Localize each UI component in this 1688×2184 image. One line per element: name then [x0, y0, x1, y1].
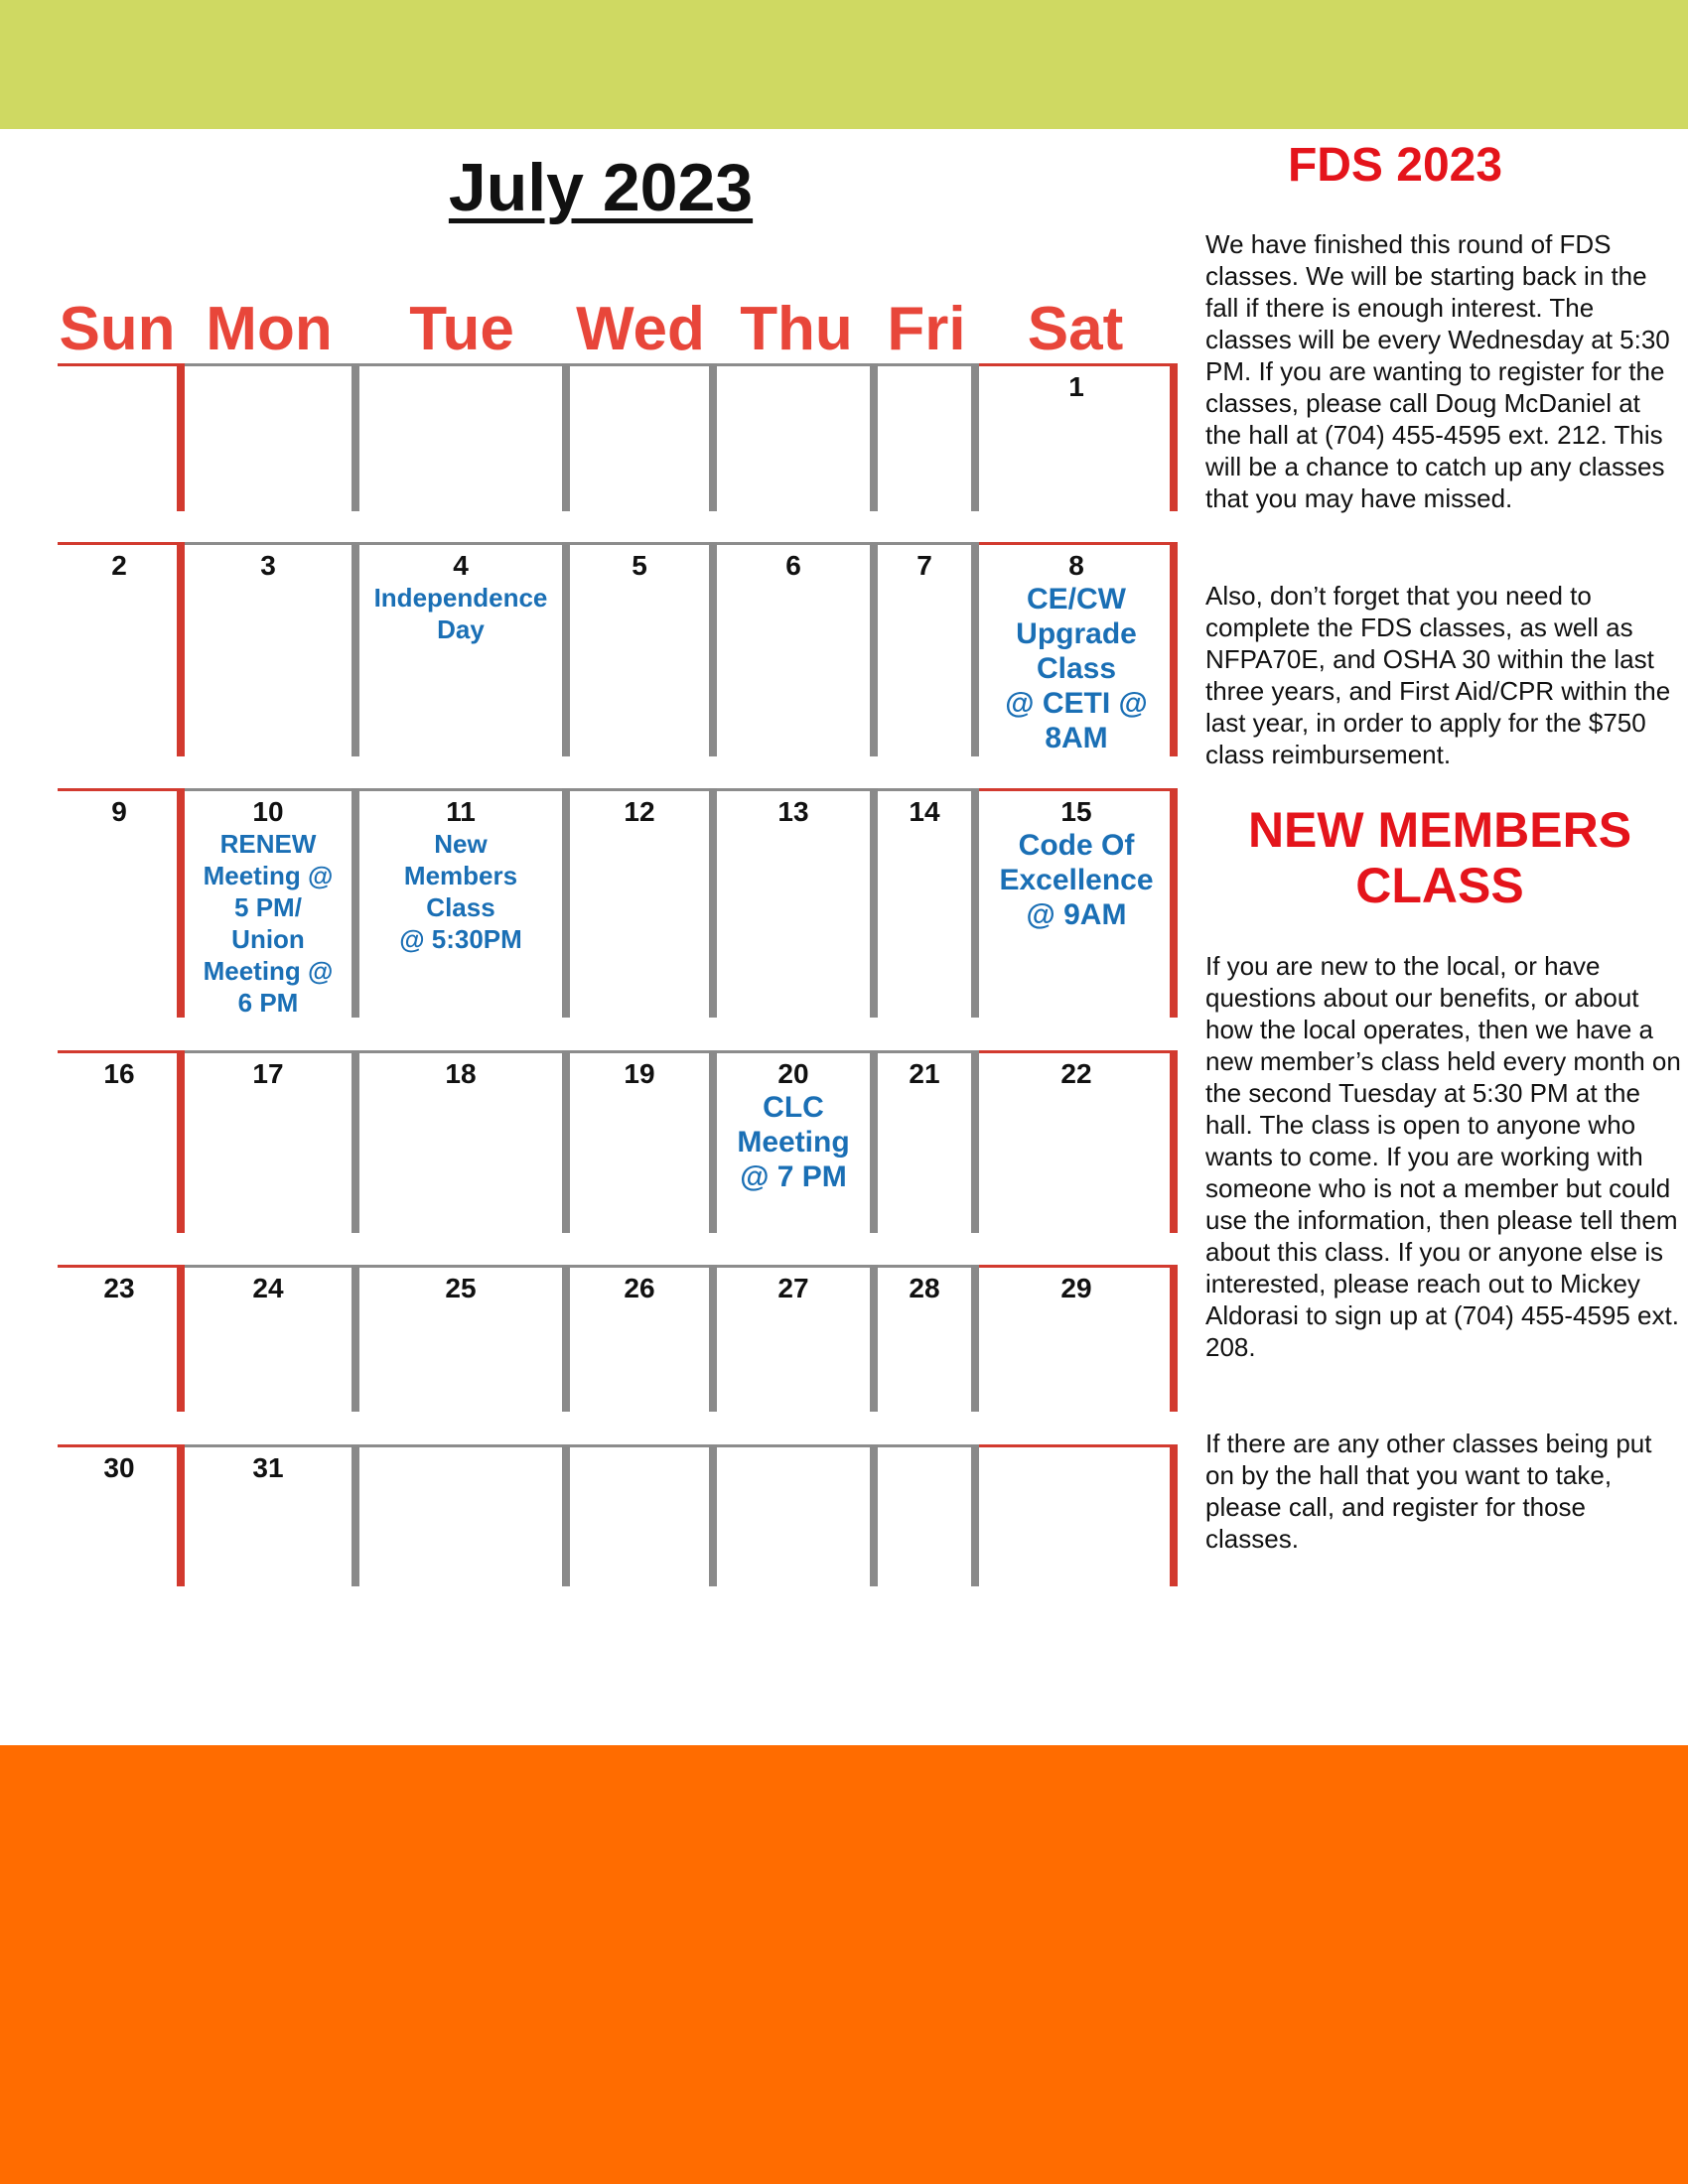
week-5-column-line-3 [562, 1265, 570, 1412]
new-members-paragraph-1: If you are new to the local, or have questions about our benefits, or about how the local operates, then we have a new member’s class held every month on the second Tuesday at 5:30 PM at the hall. The class is open to anyone who wants to come. If you are working with someone who is not a member but could use the information, then please tell them about this class. If you or anyone else is interested, please reach out to Mickey Aldorasi to sign up at (704) 455-4595 ext. 208. [1205, 951, 1681, 1362]
date-30: 30 [103, 1452, 135, 1483]
week-2-right-divider [975, 542, 1178, 545]
week-2-divider [181, 542, 975, 545]
calendar-event-line: Meeting @ [203, 861, 334, 890]
week-4-divider [181, 1050, 975, 1053]
date-14: 14 [909, 796, 940, 827]
calendar-event-line: Meeting [737, 1126, 850, 1159]
calendar-event-6 [717, 1090, 870, 1194]
week-3-column-line-4 [709, 788, 717, 1018]
date-17: 17 [252, 1058, 284, 1089]
week-1-column-line-7 [1170, 363, 1178, 511]
day-header-mon: Mon [206, 295, 333, 363]
calendar-title: July 2023 [448, 150, 754, 225]
date-19: 19 [624, 1058, 655, 1089]
week-1-column-line-3 [562, 363, 570, 511]
week-4-column-line-7 [1170, 1050, 1178, 1233]
date-22: 22 [1060, 1058, 1092, 1089]
calendar-event-4 [359, 828, 562, 955]
calendar-event-line: CE/CW [1027, 583, 1126, 615]
day-header-sun: Sun [59, 295, 176, 363]
week-1-left-divider [58, 363, 181, 366]
calendar-event-line: Meeting @ [203, 956, 334, 986]
week-5-column-line-2 [352, 1265, 359, 1412]
calendar-event-line: Independence [373, 583, 548, 613]
calendar-event-line: Excellence [999, 864, 1154, 896]
calendar-event-2 [979, 582, 1174, 755]
date-9: 9 [111, 796, 127, 827]
week-2-left-divider [58, 542, 181, 545]
week-2-column-line-4 [709, 542, 717, 756]
date-21: 21 [909, 1058, 940, 1089]
fds-paragraph-2: Also, don’t forget that you need to complete the FDS classes, as well as NFPA70E, and OSHA 30 within the last three years, and First Aid/CPR within the last year, in order to apply for the $750 class reimbursement. [1205, 581, 1671, 769]
week-6-column-line-5 [870, 1444, 878, 1586]
week-6-right-divider [975, 1444, 1178, 1447]
week-5-column-line-7 [1170, 1265, 1178, 1412]
calendar-event-line: RENEW [219, 829, 317, 859]
week-4-column-line-3 [562, 1050, 570, 1233]
calendar-event-line: 5 PM/ [234, 892, 302, 922]
calendar-event-line: @ 9AM [1026, 898, 1127, 931]
fds-paragraph-1: We have finished this round of FDS classes. We will be starting back in the fall if there is enough interest. The classes will be every Wednesday at 5:30 PM. If you are wanting to register for the classes, please call Doug McDaniel at the hall at (704) 455-4595 ext. 212. This will be a chance to catch up any classes that you may have missed. [1205, 229, 1670, 513]
week-4-right-divider [975, 1050, 1178, 1053]
calendar-event-line: 8AM [1045, 722, 1108, 754]
calendar-event-line: 6 PM [237, 988, 299, 1018]
new-members-paragraph-2: If there are any other classes being put on by the hall that you want to take, please call, and register for those classes. [1205, 1429, 1652, 1554]
week-6-column-line-4 [709, 1444, 717, 1586]
week-5-column-line-4 [709, 1265, 717, 1412]
new-members-title-line-1: NEW MEMBERS [1247, 802, 1632, 858]
calendar-event-line: Code Of [1018, 829, 1135, 862]
calendar-event-line: Day [437, 614, 485, 644]
week-3-right-divider [975, 788, 1178, 791]
week-3-column-line-2 [352, 788, 359, 1018]
week-6-column-line-6 [971, 1444, 979, 1586]
date-24: 24 [252, 1273, 284, 1303]
week-6-column-line-7 [1170, 1444, 1178, 1586]
calendar-event-line: Upgrade [1016, 617, 1137, 650]
day-header-thu: Thu [740, 295, 853, 363]
new-members-title-line-2: CLASS [1355, 858, 1524, 913]
date-7: 7 [916, 550, 932, 581]
date-12: 12 [624, 796, 655, 827]
calendar-event-line: New [434, 829, 488, 859]
day-header-tue: Tue [409, 295, 514, 363]
date-25: 25 [445, 1273, 477, 1303]
date-11: 11 [446, 796, 476, 827]
week-1-divider [181, 363, 975, 366]
calendar-event-3 [185, 828, 352, 1019]
week-3-left-divider [58, 788, 181, 791]
week-1-column-line-4 [709, 363, 717, 511]
date-5: 5 [632, 550, 647, 581]
week-5-left-divider [58, 1265, 181, 1268]
bottom-color-band [0, 1745, 1688, 2184]
date-2: 2 [111, 550, 127, 581]
week-2-column-line-3 [562, 542, 570, 756]
week-1-column-line-6 [971, 363, 979, 511]
week-6-divider [181, 1444, 975, 1447]
calendar-event-line: Class [426, 892, 495, 922]
top-color-band [0, 0, 1688, 129]
date-15: 15 [1060, 796, 1092, 827]
week-6-column-line-3 [562, 1444, 570, 1586]
week-6-column-line-2 [352, 1444, 359, 1586]
date-1: 1 [1068, 371, 1084, 402]
calendar-event-line: Union [231, 924, 305, 954]
date-3: 3 [260, 550, 276, 581]
day-header-fri: Fri [887, 295, 966, 363]
date-23: 23 [103, 1273, 135, 1303]
calendar-event-line: @ CETI @ [1005, 687, 1148, 720]
date-18: 18 [445, 1058, 477, 1089]
date-28: 28 [909, 1273, 940, 1303]
date-10: 10 [252, 796, 284, 827]
new-members-title [1211, 802, 1668, 913]
week-3-column-line-3 [562, 788, 570, 1018]
day-header-wed: Wed [576, 295, 705, 363]
week-2-column-line-2 [352, 542, 359, 756]
fds-title: FDS 2023 [1287, 139, 1503, 192]
week-4-column-line-2 [352, 1050, 359, 1233]
date-8: 8 [1068, 550, 1084, 581]
week-5-right-divider [975, 1265, 1178, 1268]
date-13: 13 [777, 796, 809, 827]
week-1-column-line-1 [177, 363, 185, 511]
date-27: 27 [777, 1273, 809, 1303]
week-5-divider [181, 1265, 975, 1268]
calendar-event-line: CLC [763, 1091, 824, 1124]
week-6-left-divider [58, 1444, 181, 1447]
week-1-column-line-2 [352, 363, 359, 511]
date-31: 31 [252, 1452, 284, 1483]
week-1-column-line-5 [870, 363, 878, 511]
week-3-divider [181, 788, 975, 791]
date-6: 6 [785, 550, 801, 581]
date-29: 29 [1060, 1273, 1092, 1303]
calendar-event-line: @ 5:30PM [399, 924, 522, 954]
calendar-event-5 [979, 828, 1174, 932]
date-16: 16 [103, 1058, 135, 1089]
calendar-event-line: @ 7 PM [740, 1160, 847, 1193]
week-4-column-line-4 [709, 1050, 717, 1233]
date-4: 4 [453, 550, 469, 581]
date-20: 20 [777, 1058, 809, 1089]
calendar-event-1 [359, 582, 562, 645]
week-1-right-divider [975, 363, 1178, 366]
calendar-event-line: Class [1036, 652, 1117, 685]
date-26: 26 [624, 1273, 655, 1303]
day-header-sat: Sat [1027, 295, 1124, 363]
week-4-left-divider [58, 1050, 181, 1053]
calendar-event-line: Members [403, 861, 518, 890]
